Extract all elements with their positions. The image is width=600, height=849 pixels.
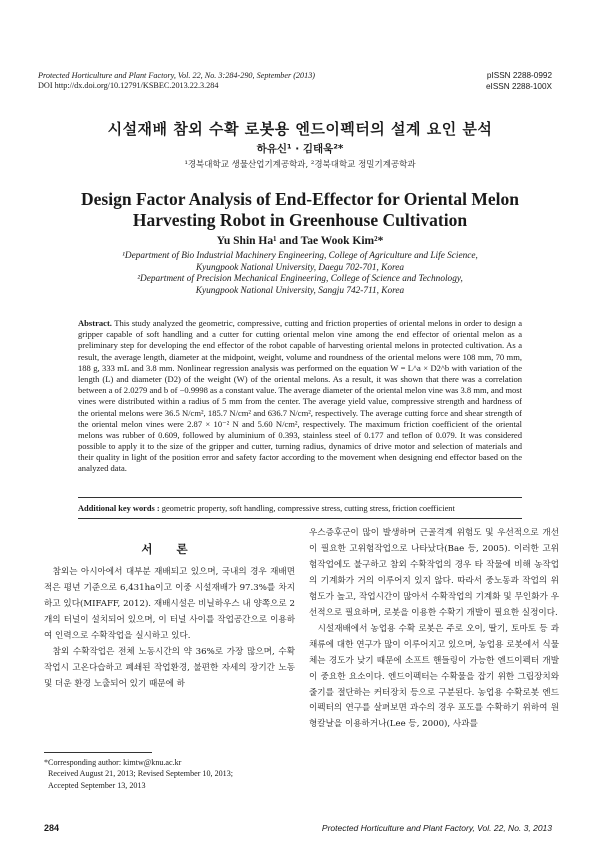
footnote [44,757,233,791]
body-left-column [44,565,295,693]
english-title-line1: Design Factor Analysis of End-Effector for Oriental Melon [81,189,519,209]
affiliation-2-line1: ²Department of Precision Mechanical Engineering, College of Science and Technology, [137,274,463,284]
abstract-label: Abstract. [78,318,112,328]
corresponding-author: *Corresponding author: kimtw@knu.ac.kr [44,758,182,767]
korean-title: 시설재배 참외 수확 로봇용 엔드이펙터의 설계 요인 분석 [107,120,493,138]
keywords [78,503,522,514]
running-footer: Protected Horticulture and Plant Factory, Vol. 22, No. 3, 2013 [321,823,552,833]
english-title [0,189,600,231]
korean-authors: 하유신¹ · 김태욱²* [256,143,344,155]
doi-link[interactable]: DOI http://dx.doi.org/10.12791/KSBEC.2013.22.3.284 [38,81,219,90]
divider-top [78,497,522,498]
abstract-text: This study analyzed the geometric, compressive, cutting and friction properties of oriental melons in order to design a gripper capable of soft handling and a cutter for cutting oriental melon vine among the end effector of oriental melon as a preliminary step for developing the end effector of the robot capable of harvesting oriental melons in protected cultivation. As a result, the average length, diameter at the midpoint, weight, volume and roundness of the oriental melons were 108 mm, 70 mm, 188 g, 333 mL and 3.8 mm. Nonlinear regression analysis was performed on the equation W = L^a × D2^b with variation of the length (L) and diameter (D2) of the weight (W) of the oriental melons. As a result, it was shown that there was a correlation between a of 2.0279 and b of −0.9998 as a constant value. The average diameter of the oriental melon vine was 3.8 mm, and most vines were distributed within a radius of 5 mm from the center. The average yield value, compressive strength and hardness of the oriental melons were 36.5 N/cm², 185.7 N/cm² and 636.7 N/cm², respectively. The average cutting force and shear strength of the oriental melon vines were 2.87 × 10⁻² N and 5.60 N/cm², respectively. The maximum friction coefficient of the oriental melons was rubber of 0.609, followed by aluminium of 0.393, stainless steel of 0.177 and teflon of 0.079. It was considered possible to apply it to the size of the gripper and cutter, turning radius, dynamics of drive motor and selection of materials and their quality in light of the position error and safety factor according to the movement when designing end effector based on the analyzed data. [78,318,522,474]
keywords-label: Additional key words : [78,504,160,513]
paragraph: 시설재배에서 농업용 수확 로봇은 주로 오이, 딸기, 토마토 등 과채류에 대한 연구가 많이 이루어지고 있으며, 농업용 로봇에서 식물체는 경도가 낮기 때문에 소프트 핸들링이 가능한 엔드이펙터 개발이 중요한 요소이다. 엔드이펙터는 수확물을 잡기 위한 그립장치와 줄기를 절단하는 커터장치 등으로 구분된다. 농업용 수확로봇 엔드이펙터의 연구를 살펴보면 과수의 경우 포도를 수확하기 위하여 원형칼날을 이용하거나(Lee 등, 2000), 사과를 [309,623,559,730]
english-affiliations [0,251,600,297]
journal-citation: Protected Horticulture and Plant Factory, Vol. 22, No. 3:284-290, September (2013) [38,71,316,80]
page-number: 284 [44,823,60,833]
affiliation-2-line2: Kyungpook National University, Sangju 742-711, Korea [195,285,405,296]
section-heading-introduction: 서 론 [141,542,198,556]
received-dates: Received August 21, 2013; Revised September 10, 2013; [48,769,234,779]
english-title-line2: Harvesting Robot in Greenhouse Cultivation [132,210,468,230]
keywords-text: geometric property, soft handling, compressive stress, cutting stress, friction coefficient [161,504,455,513]
divider-bottom [78,518,522,519]
eissn: eISSN 2288-100X [486,82,552,91]
issn-block [486,70,552,92]
pissn: pISSN 2288-0992 [486,71,552,80]
english-authors: Yu Shin Ha¹ and Tae Wook Kim²* [216,235,384,247]
abstract [78,318,522,475]
korean-affiliations: ¹경북대학교 생물산업기계공학과, ²경북대학교 정밀기계공학과 [184,160,416,170]
accepted-date: Accepted September 13, 2013 [48,780,146,790]
affiliation-1-line1: ¹Department of Bio Industrial Machinery Engineering, College of Agriculture and Life Science, [122,251,478,261]
footnote-rule [44,752,152,753]
paragraph: 참외 수확작업은 전체 노동시간의 약 36%로 가장 많으며, 수확작업시 고온다습하고 폐쇄된 작업환경, 불편한 자세의 장기간 노동 및 더운 환경 노출되어 있기 때문에 하 [44,646,295,689]
paragraph: 참외는 아시아에서 대부분 재배되고 있으며, 국내의 경우 재배면적은 평년 기준으로 6,431ha이고 이중 시설재배가 97.3%를 차지하고 있다(MIFAFF, 2012). 재배시설은 비닐하우스 내 양쪽으로 2개의 터널이 설치되어 있으며, 이 터널 사이를 작업공간으로 이용하여 인력으로 수확작업을 실시하고 있다. [44,567,295,641]
affiliation-1-line2: Kyungpook National University, Daegu 702-701, Korea [195,262,405,273]
body-right-column [309,526,559,733]
paragraph: 우스증후군이 많이 발생하며 근골격계 위험도 및 우선적으로 개선이 필요한 고위험작업으로 나타났다(Bae 등, 2005). 이러한 고위험작업에도 불구하고 참외 수확작업의 경우 타 작물에 비해 농작업의 기계화가 거의 이루어지 있지 않다. 따라서 중노동과 작업의 위험도가 높고, 작업시간이 많아서 수확작업의 기계화 및 무인화가 우선적으로 필요하며, 로봇을 이용한 수확기 개발이 필요한 실정이다. [309,528,559,618]
